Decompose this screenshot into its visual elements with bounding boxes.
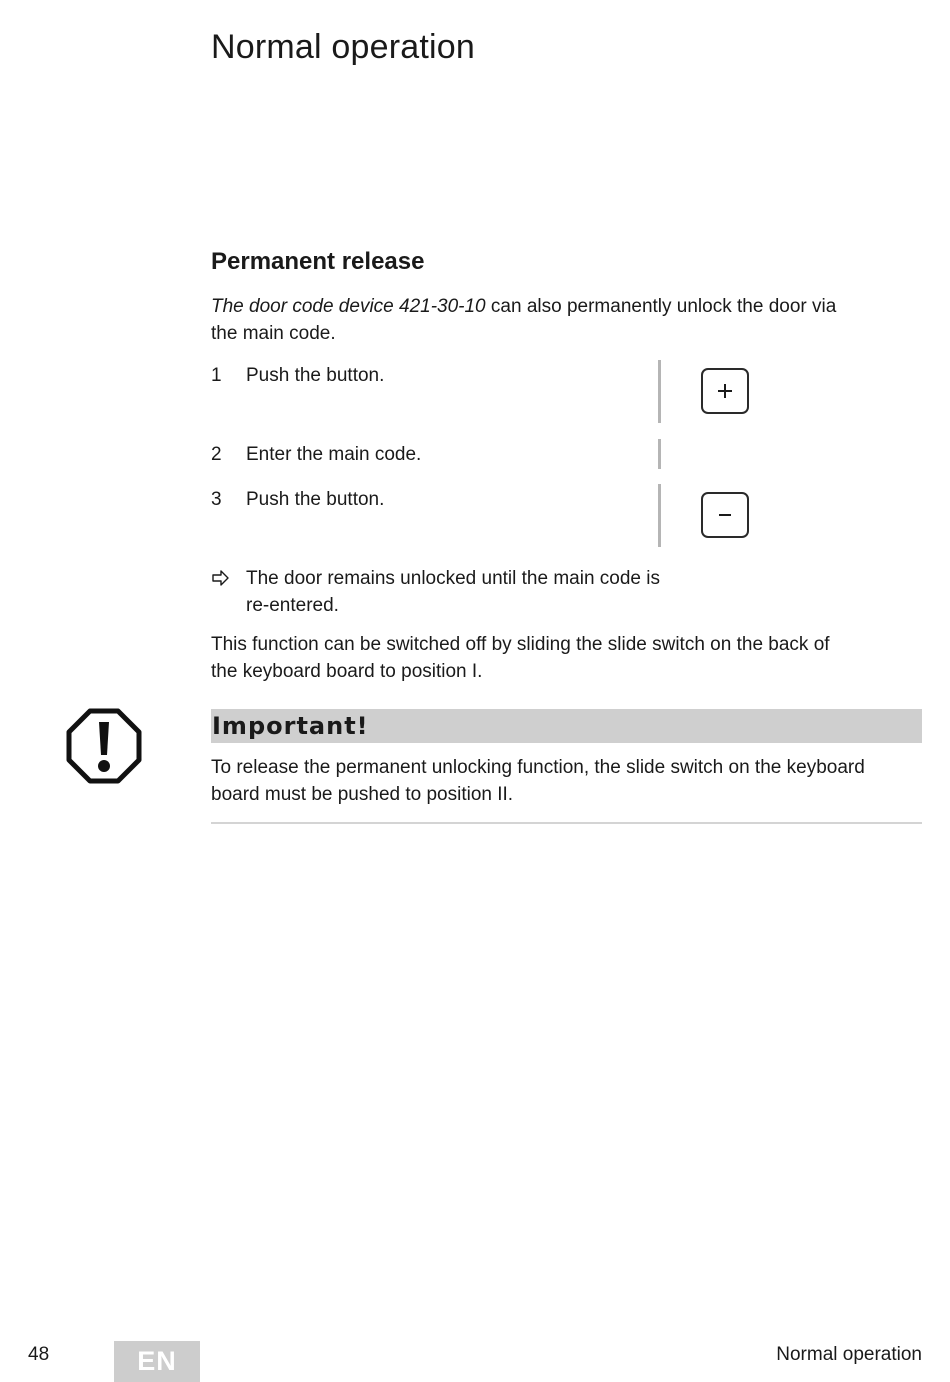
intro-text: can also permanently unlock the door via the main code.	[211, 296, 837, 344]
footer-section-name: Normal operation	[776, 1344, 922, 1365]
step-divider	[658, 360, 661, 423]
note-paragraph: This function can be switched off by sliding the slide switch on the back of the keyboard board to position I.	[211, 634, 830, 682]
page-title: Normal operation	[211, 28, 475, 66]
step-number: 2	[211, 444, 222, 465]
page-number: 48	[28, 1344, 50, 1365]
minus-key-icon	[701, 492, 749, 538]
step-number: 1	[211, 365, 222, 386]
result-arrow-icon	[211, 568, 231, 588]
plus-key-icon	[701, 368, 749, 414]
step-divider	[658, 439, 661, 469]
device-name: The door code device 421-30-10	[211, 296, 486, 317]
step-number: 3	[211, 489, 222, 510]
intro-paragraph	[211, 293, 851, 347]
important-divider	[211, 822, 922, 824]
step-text: Push the button.	[246, 365, 385, 386]
step-divider	[658, 484, 661, 547]
warning-octagon-icon	[66, 708, 142, 784]
result-text: The door remains unlocked until the main code is re-entered.	[246, 568, 661, 616]
important-text: To release the permanent unlocking function, the slide switch on the keyboard board must be pushed to position II.	[211, 757, 865, 805]
section-heading: Permanent release	[211, 248, 425, 275]
minus-symbol-icon	[715, 505, 735, 525]
step-text: Enter the main code.	[246, 444, 422, 465]
step-text: Push the button.	[246, 489, 385, 510]
important-label: Important!	[212, 712, 369, 740]
plus-symbol-icon	[715, 381, 735, 401]
language-badge: EN	[114, 1341, 200, 1382]
